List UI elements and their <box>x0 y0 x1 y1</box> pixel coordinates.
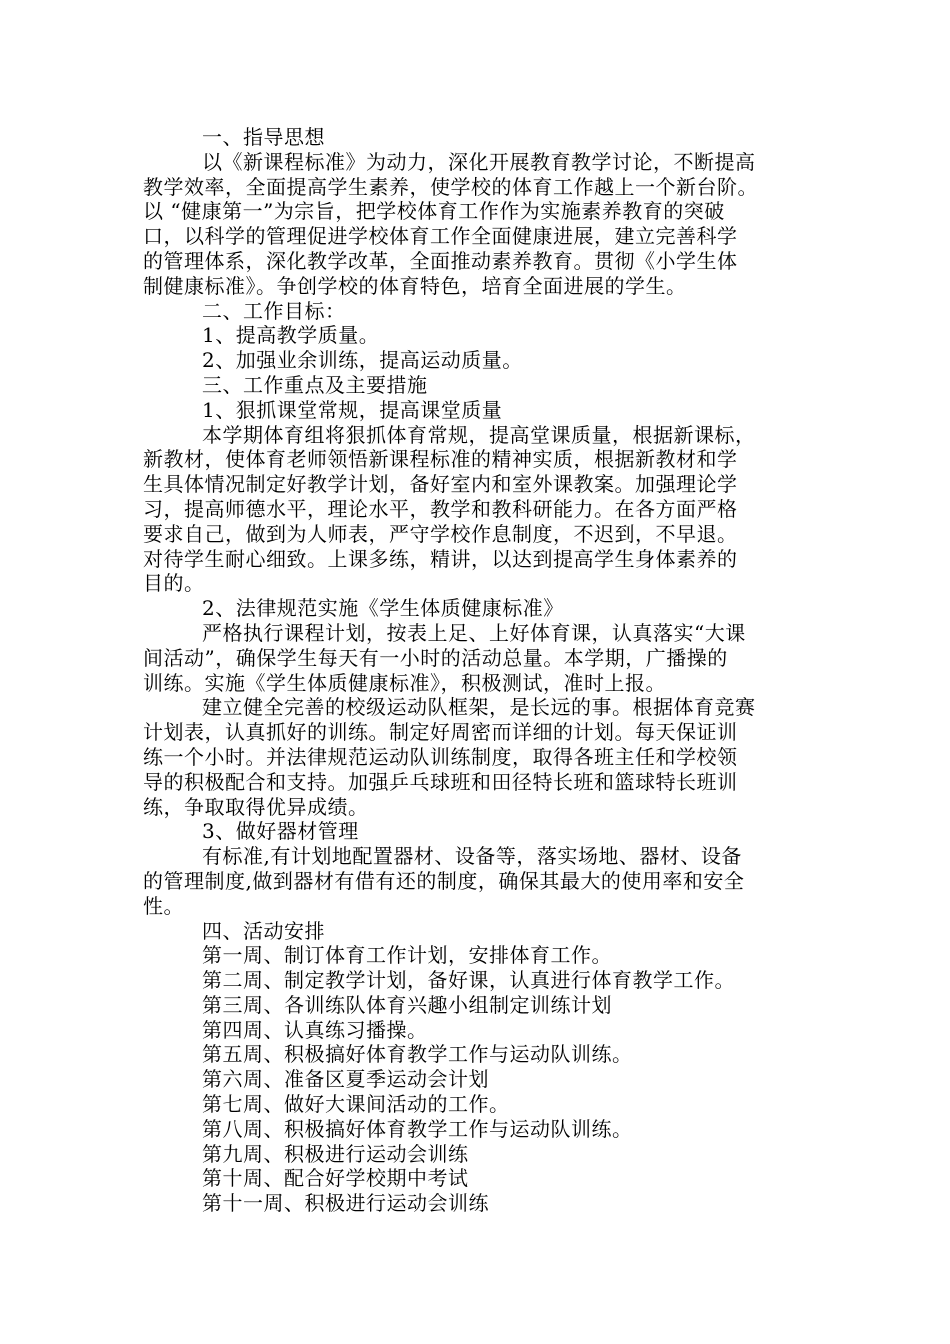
text-line: 第十一周、积极进行运动会训练 <box>202 1191 489 1216</box>
text-line: 导的积极配合和支持。加强乒乓球班和田径特长班和篮球特长班训 <box>143 769 738 794</box>
section-heading: 二、工作目标： <box>202 298 346 323</box>
text-line: 练一个小时。并法律规范运动队训练制度，取得各班主任和学校领 <box>143 744 738 769</box>
text-line: 第九周、积极进行运动会训练 <box>202 1141 469 1166</box>
text-line: 口，以科学的管理促进学校体育工作全面健康进展，建立完善科学 <box>143 224 738 249</box>
text-line: 第五周、积极搞好体育教学工作与运动队训练。 <box>202 1042 633 1067</box>
text-line: 以《新课程标准》为动力，深化开展教育教学讨论，不断提高 <box>202 149 756 174</box>
text-line: 第六周、准备区夏季运动会计划 <box>202 1067 489 1092</box>
section-heading: 一、指导思想 <box>202 125 325 149</box>
text-line: 要求自己，做到为人师表，严守学校作息制度，不迟到，不早退。 <box>143 521 738 546</box>
text-line: 间活动”，确保学生每天有一小时的活动总量。本学期，广播操的 <box>143 645 728 670</box>
text-line: 的管理制度,做到器材有借有还的制度，确保其最大的使用率和安全 <box>143 868 745 893</box>
text-line: 1、提高教学质量。 <box>202 323 380 348</box>
text-line: 新教材，使体育老师领悟新课程标准的精神实质，根据新教材和学 <box>143 447 738 472</box>
text-line: 教学效率，全面提高学生素养，使学校的体育工作越上一个新台阶。 <box>143 174 758 199</box>
document-body <box>143 125 809 1216</box>
text-line: 对待学生耐心细致。上课多练，精讲，以达到提高学生身体素养的 <box>143 546 738 571</box>
text-line: 练，争取取得优异成绩。 <box>143 794 369 819</box>
text-line: 制健康标准》。争创学校的体育特色，培育全面进展的学生。 <box>143 273 687 298</box>
text-line: 生具体情况制定好教学计划，备好室内和室外课教案。加强理论学 <box>143 472 738 497</box>
text-line: 以 “健康第一”为宗旨，把学校体育工作作为实施素养教育的突破 <box>143 199 725 224</box>
text-line: 目的。 <box>143 571 205 596</box>
text-line: 严格执行课程计划，按表上足、上好体育课，认真落实“大课 <box>202 620 746 645</box>
text-line: 1、狠抓课堂常规，提高课堂质量 <box>202 397 503 422</box>
text-line: 训练。实施《学生体质健康标准》，积极测试，准时上报。 <box>143 670 666 695</box>
text-line: 建立健全完善的校级运动队框架，是长远的事。根据体育竞赛 <box>202 695 756 720</box>
text-line: 第一周、制订体育工作计划，安排体育工作。 <box>202 943 612 968</box>
text-line: 第四周、认真练习播操。 <box>202 1017 428 1042</box>
text-line: 有标准,有计划地配置器材、设备等，落实场地、器材、设备 <box>202 844 742 869</box>
text-line: 第十周、配合好学校期中考试 <box>202 1166 469 1191</box>
section-heading: 四、活动安排 <box>202 918 325 943</box>
text-line: 3、做好器材管理 <box>202 819 359 844</box>
section-heading: 三、工作重点及主要措施 <box>202 372 428 397</box>
text-line: 2、法律规范实施《学生体质健康标准》 <box>202 596 564 621</box>
text-line: 本学期体育组将狠抓体育常规，提高堂课质量，根据新课标， <box>202 422 756 447</box>
text-line: 第八周、积极搞好体育教学工作与运动队训练。 <box>202 1116 633 1141</box>
text-line: 第三周、各训练队体育兴趣小组制定训练计划 <box>202 992 612 1017</box>
text-line: 性。 <box>143 893 184 918</box>
text-line: 第二周、制定教学计划，备好课，认真进行体育教学工作。 <box>202 968 735 993</box>
text-line: 计划表，认真抓好的训练。制定好周密而详细的计划。每天保证训 <box>143 720 738 745</box>
text-line: 的管理体系，深化教学改革，全面推动素养教育。贯彻《小学生体 <box>143 248 738 273</box>
text-line: 第七周、做好大课间活动的工作。 <box>202 1092 510 1117</box>
text-line: 2、加强业余训练，提高运动质量。 <box>202 348 523 373</box>
text-line: 习，提高师德水平，理论水平，教学和教科研能力。在各方面严格 <box>143 496 738 521</box>
